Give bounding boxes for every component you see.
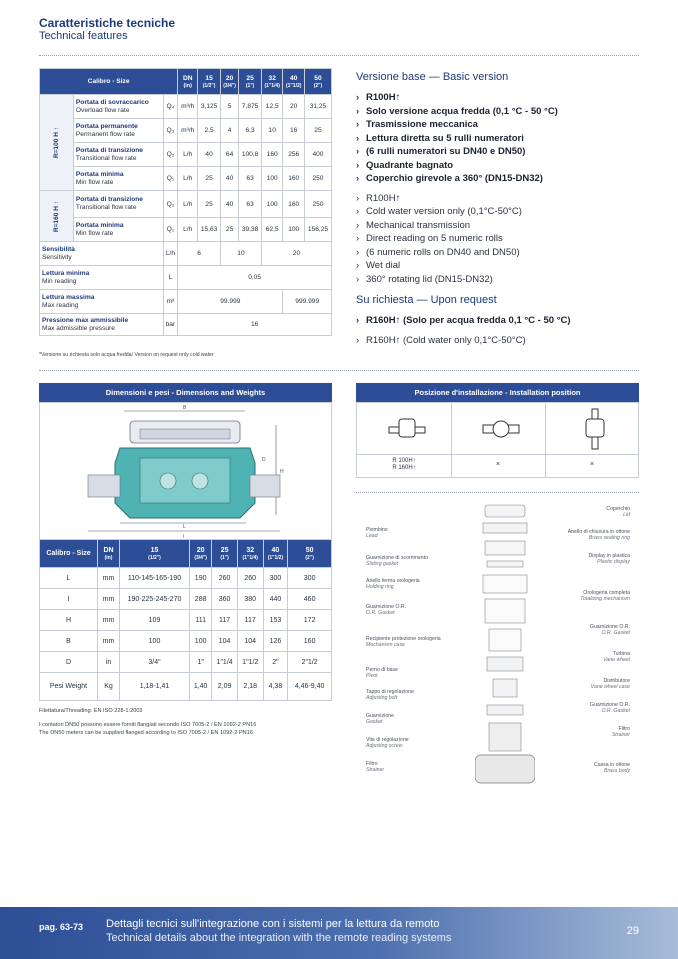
group-label: R=160 H ↑ [40, 191, 74, 242]
part-label: Filtro Strainer [611, 726, 630, 739]
cell: 160 [288, 631, 332, 652]
list-item: › (6 numeric rolls on DN40 and DN50) [356, 246, 646, 260]
cell: 160 [283, 191, 304, 218]
symbol: Q₂ [163, 143, 178, 167]
list-item: › Quadrante bagnato [356, 159, 646, 173]
part-label: Guarnizione O.R. O.R. Gasket [589, 624, 630, 637]
group-label: R=100 H ↑ [40, 95, 74, 191]
cell: 2,18 [237, 673, 263, 701]
table-row [40, 568, 332, 589]
col-header-dn: DN (in) [98, 540, 120, 568]
cell: 172 [288, 610, 332, 631]
unit: L/h [178, 143, 198, 167]
cell: 460 [288, 589, 332, 610]
col-header-dn: 20 (3/4") [220, 69, 238, 95]
row-label: Portata di sovraccarico Overload flow rate [73, 95, 163, 119]
meter-drawing [40, 403, 331, 540]
row-label: H [40, 610, 98, 631]
part-label: Cassa in ottone Brass body [593, 762, 630, 775]
divider [39, 55, 639, 56]
table-row [40, 314, 332, 336]
unit: L/h [178, 218, 198, 242]
col-header-dn: 15 (1/2") [198, 69, 221, 95]
list-item: › Coperchio girevole a 360° (DN15-DN32) [356, 172, 646, 186]
request-list-en [356, 334, 646, 348]
col-header-dn: 20 (3/4") [190, 540, 212, 568]
cell: 300 [263, 568, 288, 589]
cell: 117 [237, 610, 263, 631]
unit: L/h [178, 167, 198, 191]
cell: 4 [220, 119, 238, 143]
cell: 99.999 [178, 290, 283, 314]
col-header-calibro: Calibro - Size [40, 540, 98, 568]
cell: 40 [220, 191, 238, 218]
list-item: › Cold water version only (0,1°C-50°C) [356, 205, 646, 219]
cell: 250 [304, 167, 331, 191]
part-label: Perno di base Pivot [366, 667, 399, 680]
dimensions-title: Dimensioni e pesi - Dimensions and Weights [39, 383, 332, 402]
col-header-dn: 32 (1"1/4) [261, 69, 282, 95]
cell: 2" [263, 652, 288, 673]
col-header-dn: 15 (1/2") [120, 540, 190, 568]
table-row [40, 167, 332, 191]
row-label: Portata minima Min flow rate [73, 218, 163, 242]
table-note: *Versione su richiesta solo acqua fredda/ Version on request only cold water [39, 352, 214, 358]
page-number: 29 [626, 925, 639, 937]
cell: 20 [261, 242, 331, 266]
unit: m³/h [178, 95, 198, 119]
table-row [40, 631, 332, 652]
request-title: Su richiesta — Upon request [356, 294, 497, 306]
cell: 63 [239, 167, 262, 191]
cell: 117 [212, 610, 238, 631]
unit: L [163, 266, 178, 290]
basic-list-en [356, 192, 646, 287]
cell: 2,5 [198, 119, 221, 143]
cell: 6 [178, 242, 221, 266]
part-label: Filtro Strainer [366, 761, 385, 774]
cell: 64 [220, 143, 238, 167]
col-header-dn: 40 (1"1/2) [263, 540, 288, 568]
footer-page-ref: pag. 63-73 [39, 922, 84, 932]
table-row [40, 242, 332, 266]
symbol: Q₁ [163, 167, 178, 191]
part-label: Turbina Vane wheel [603, 651, 630, 664]
row-label: Sensibilità Sensitivity [40, 242, 164, 266]
col-header-dn: 25 (1") [239, 69, 262, 95]
cell: 360 [212, 589, 238, 610]
cell: 63 [239, 191, 262, 218]
list-item: › Mechanical transmission [356, 219, 646, 233]
unit: mm [98, 589, 120, 610]
page-footer [0, 907, 678, 959]
cell: 100,8 [239, 143, 262, 167]
cell: 256 [283, 143, 304, 167]
cell: 160 [283, 167, 304, 191]
cell: 2,09 [212, 673, 238, 701]
not-allowed-mark: × [589, 461, 595, 468]
cell: 1"1/2 [237, 652, 263, 673]
cell: 20 [283, 95, 304, 119]
col-header-dn: 50 (2") [288, 540, 332, 568]
list-item: › R100H↑ [356, 192, 646, 206]
unit: L/h [178, 191, 198, 218]
row-label: Portata permanente Permanent flow rate [73, 119, 163, 143]
table-row [40, 673, 332, 701]
part-label: Guarnizione di scorrimento Sliding gasket [366, 555, 428, 568]
part-label: Distributore Vane wheel case [590, 678, 630, 691]
cell: 31,25 [304, 95, 331, 119]
cell: 16 [178, 314, 332, 336]
row-label: Lettura minima Min reading [40, 266, 164, 290]
cell: 100 [261, 191, 282, 218]
cell: 260 [237, 568, 263, 589]
unit: L/h [163, 242, 178, 266]
part-label: Vite di regolazione Adjusting screw [366, 737, 409, 750]
unit: mm [98, 631, 120, 652]
install-title: Posizione d'installazione - Installation position [356, 383, 639, 402]
basic-list-it [356, 91, 646, 186]
part-label: Display in plastica Plastic display [588, 553, 630, 566]
install-panel [356, 402, 639, 478]
table-row [40, 266, 332, 290]
list-item: › Lettura diretta su 5 rulli numeratori [356, 132, 646, 146]
cell: 190-225-245-270 [120, 589, 190, 610]
cell: 100 [261, 167, 282, 191]
cell: 6,3 [239, 119, 262, 143]
cell: 12,5 [261, 95, 282, 119]
cell: 25 [198, 167, 221, 191]
unit: mm [98, 610, 120, 631]
part-label: Recipiente protezione orologeria Mechanism case [366, 636, 441, 649]
part-label: Coperchio Lid [606, 506, 630, 519]
row-label: I [40, 589, 98, 610]
page-header [39, 16, 175, 42]
page-subtitle: Technical features [39, 30, 128, 42]
row-label: Portata di transizione Transitional flow rate [73, 143, 163, 167]
unit: bar [163, 314, 178, 336]
cell: 1,18-1,41 [120, 673, 190, 701]
cell: 10 [261, 119, 282, 143]
exploded-view [475, 497, 535, 787]
cell: 1" [190, 652, 212, 673]
table-row [40, 119, 332, 143]
dim-letter-h: H [280, 469, 284, 475]
cell: 39,38 [239, 218, 262, 242]
unit: m³ [163, 290, 178, 314]
col-header-dn: 40 (1"1/2) [283, 69, 304, 95]
cell: 62,5 [261, 218, 282, 242]
cell: 380 [237, 589, 263, 610]
table-row [40, 290, 332, 314]
unit: in [98, 652, 120, 673]
cell: 160 [261, 143, 282, 167]
cell: 153 [263, 610, 288, 631]
part-label: Guarnizione O.R. O.R. Gasket [366, 604, 407, 617]
cell: 300 [288, 568, 332, 589]
cell: 10 [220, 242, 261, 266]
cell: 100 [120, 631, 190, 652]
col-header-dn: DN (in) [178, 69, 198, 95]
cell: 100 [283, 218, 304, 242]
row-label: Lettura massima Max reading [40, 290, 164, 314]
row-label: Portata minima Min flow rate [73, 167, 163, 191]
part-label: Anello ferma orologeria Holding ring [366, 578, 420, 591]
horizontal-meter-icon [387, 415, 427, 443]
table-row [40, 191, 332, 218]
cell: 100 [190, 631, 212, 652]
request-list [356, 314, 646, 328]
cell: 15,63 [198, 218, 221, 242]
row-label: D [40, 652, 98, 673]
symbol: Q₃ [163, 119, 178, 143]
dimension-drawing [39, 402, 332, 539]
cell: 288 [190, 589, 212, 610]
rotated-meter-icon [481, 415, 521, 443]
cell: 2"1/2 [288, 652, 332, 673]
cell: 400 [304, 143, 331, 167]
list-item: › R100H↑ [356, 91, 646, 105]
part-label: Anello di chiusura in ottone Brass sealing ring [567, 529, 630, 542]
list-item: › Trasmissione meccanica [356, 118, 646, 132]
install-row-label: R 100H↑ R 160H↑ [392, 458, 416, 471]
row-label: B [40, 631, 98, 652]
row-label: Portata di transizione Transitional flow rate [73, 191, 163, 218]
part-label: Tappo di regolazione Adjusting bolt [366, 689, 414, 702]
cell: 104 [237, 631, 263, 652]
flange-note-en: The DN50 meters can be supplied flanged according to ISO 7005-2 / EN 1092-2 PN16 [39, 730, 253, 736]
row-label: L [40, 568, 98, 589]
not-allowed-mark: × [495, 461, 501, 468]
divider [39, 370, 639, 371]
row-label: Pressione max ammissibile Max admissible pressure [40, 314, 164, 336]
divider [356, 492, 639, 493]
cell: 109 [120, 610, 190, 631]
table-row [40, 218, 332, 242]
col-header-dn: 32 (1"1/4) [237, 540, 263, 568]
basic-version-title: Versione base — Basic version [356, 71, 509, 83]
list-item: › R160H↑ (Solo per acqua fredda 0,1 °C - 50 °C) [356, 314, 646, 328]
versions-panel [356, 71, 646, 347]
threading-note: Filettatura/Threading: EN ISO 228-1:2003 [39, 708, 143, 714]
list-item: › Direct reading on 5 numeric rolls [356, 232, 646, 246]
flange-note-it: I contatori DN50 possono essere forniti flangiati secondo ISO 7005-2 / EN 1092-2 PN16 [39, 722, 257, 728]
symbol: Q₁ [163, 218, 178, 242]
list-item: › Wet dial [356, 259, 646, 273]
cell: 111 [190, 610, 212, 631]
cell: 1"1/4 [212, 652, 238, 673]
cell: 7,875 [239, 95, 262, 119]
dim-letter-i: I [183, 534, 185, 540]
cell: 110-145-165-190 [120, 568, 190, 589]
dim-letter-b: B [183, 405, 187, 411]
cell: 440 [263, 589, 288, 610]
unit: mm [98, 568, 120, 589]
row-label: Pesi Weight [40, 673, 98, 701]
table-row [40, 589, 332, 610]
list-item: › 360° rotating lid (DN15-DN32) [356, 273, 646, 287]
dim-letter-l: L [183, 524, 186, 530]
unit: Kg [98, 673, 120, 701]
table-row [40, 610, 332, 631]
cell: 0,05 [178, 266, 332, 290]
page-title: Caratteristiche tecniche [39, 16, 176, 30]
cell: 260 [212, 568, 238, 589]
vertical-meter-icon [583, 407, 607, 451]
list-item: › (6 rulli numeratori su DN40 e DN50) [356, 145, 646, 159]
dim-letter-d: D [262, 457, 266, 463]
list-item: › R160H↑ (Cold water only 0,1°C-50°C) [356, 334, 646, 348]
part-label: Guarnizione Gasket [366, 713, 394, 726]
tech-table [39, 68, 332, 336]
part-label: Guarnizione O.R. O.R. Gasket [589, 702, 630, 715]
cell: 4,46-9,40 [288, 673, 332, 701]
cell: 3/4" [120, 652, 190, 673]
cell: 190 [190, 568, 212, 589]
cell: 3,125 [198, 95, 221, 119]
cell: 1,40 [190, 673, 212, 701]
footer-text-en: Technical details about the integration with the remote reading systems [106, 932, 452, 944]
part-label: Piombino Lead [366, 527, 388, 540]
symbol: Q₄ [163, 95, 178, 119]
cell: 4,38 [263, 673, 288, 701]
unit: m³/h [178, 119, 198, 143]
list-item: › Solo versione acqua fredda (0,1 °C - 50 °C) [356, 105, 646, 119]
symbol: Q₂ [163, 191, 178, 218]
dimensions-table [39, 539, 332, 701]
cell: 25 [198, 191, 221, 218]
part-label: Orologeria completa Totalizing mechanism [580, 590, 630, 603]
cell: 25 [304, 119, 331, 143]
table-row [40, 143, 332, 167]
cell: 999.999 [283, 290, 332, 314]
col-header-dn: 25 (1") [212, 540, 238, 568]
cell: 16 [283, 119, 304, 143]
footer-text-it: Dettagli tecnici sull'integrazione con i sistemi per la lettura da remoto [106, 918, 440, 930]
cell: 40 [220, 167, 238, 191]
cell: 40 [198, 143, 221, 167]
cell: 156,25 [304, 218, 331, 242]
cell: 5 [220, 95, 238, 119]
table-row [40, 652, 332, 673]
col-header-calibro: Calibro - Size [40, 69, 178, 95]
cell: 25 [220, 218, 238, 242]
cell: 126 [263, 631, 288, 652]
table-row [40, 95, 332, 119]
cell: 104 [212, 631, 238, 652]
cell: 250 [304, 191, 331, 218]
col-header-dn: 50 (2") [304, 69, 331, 95]
